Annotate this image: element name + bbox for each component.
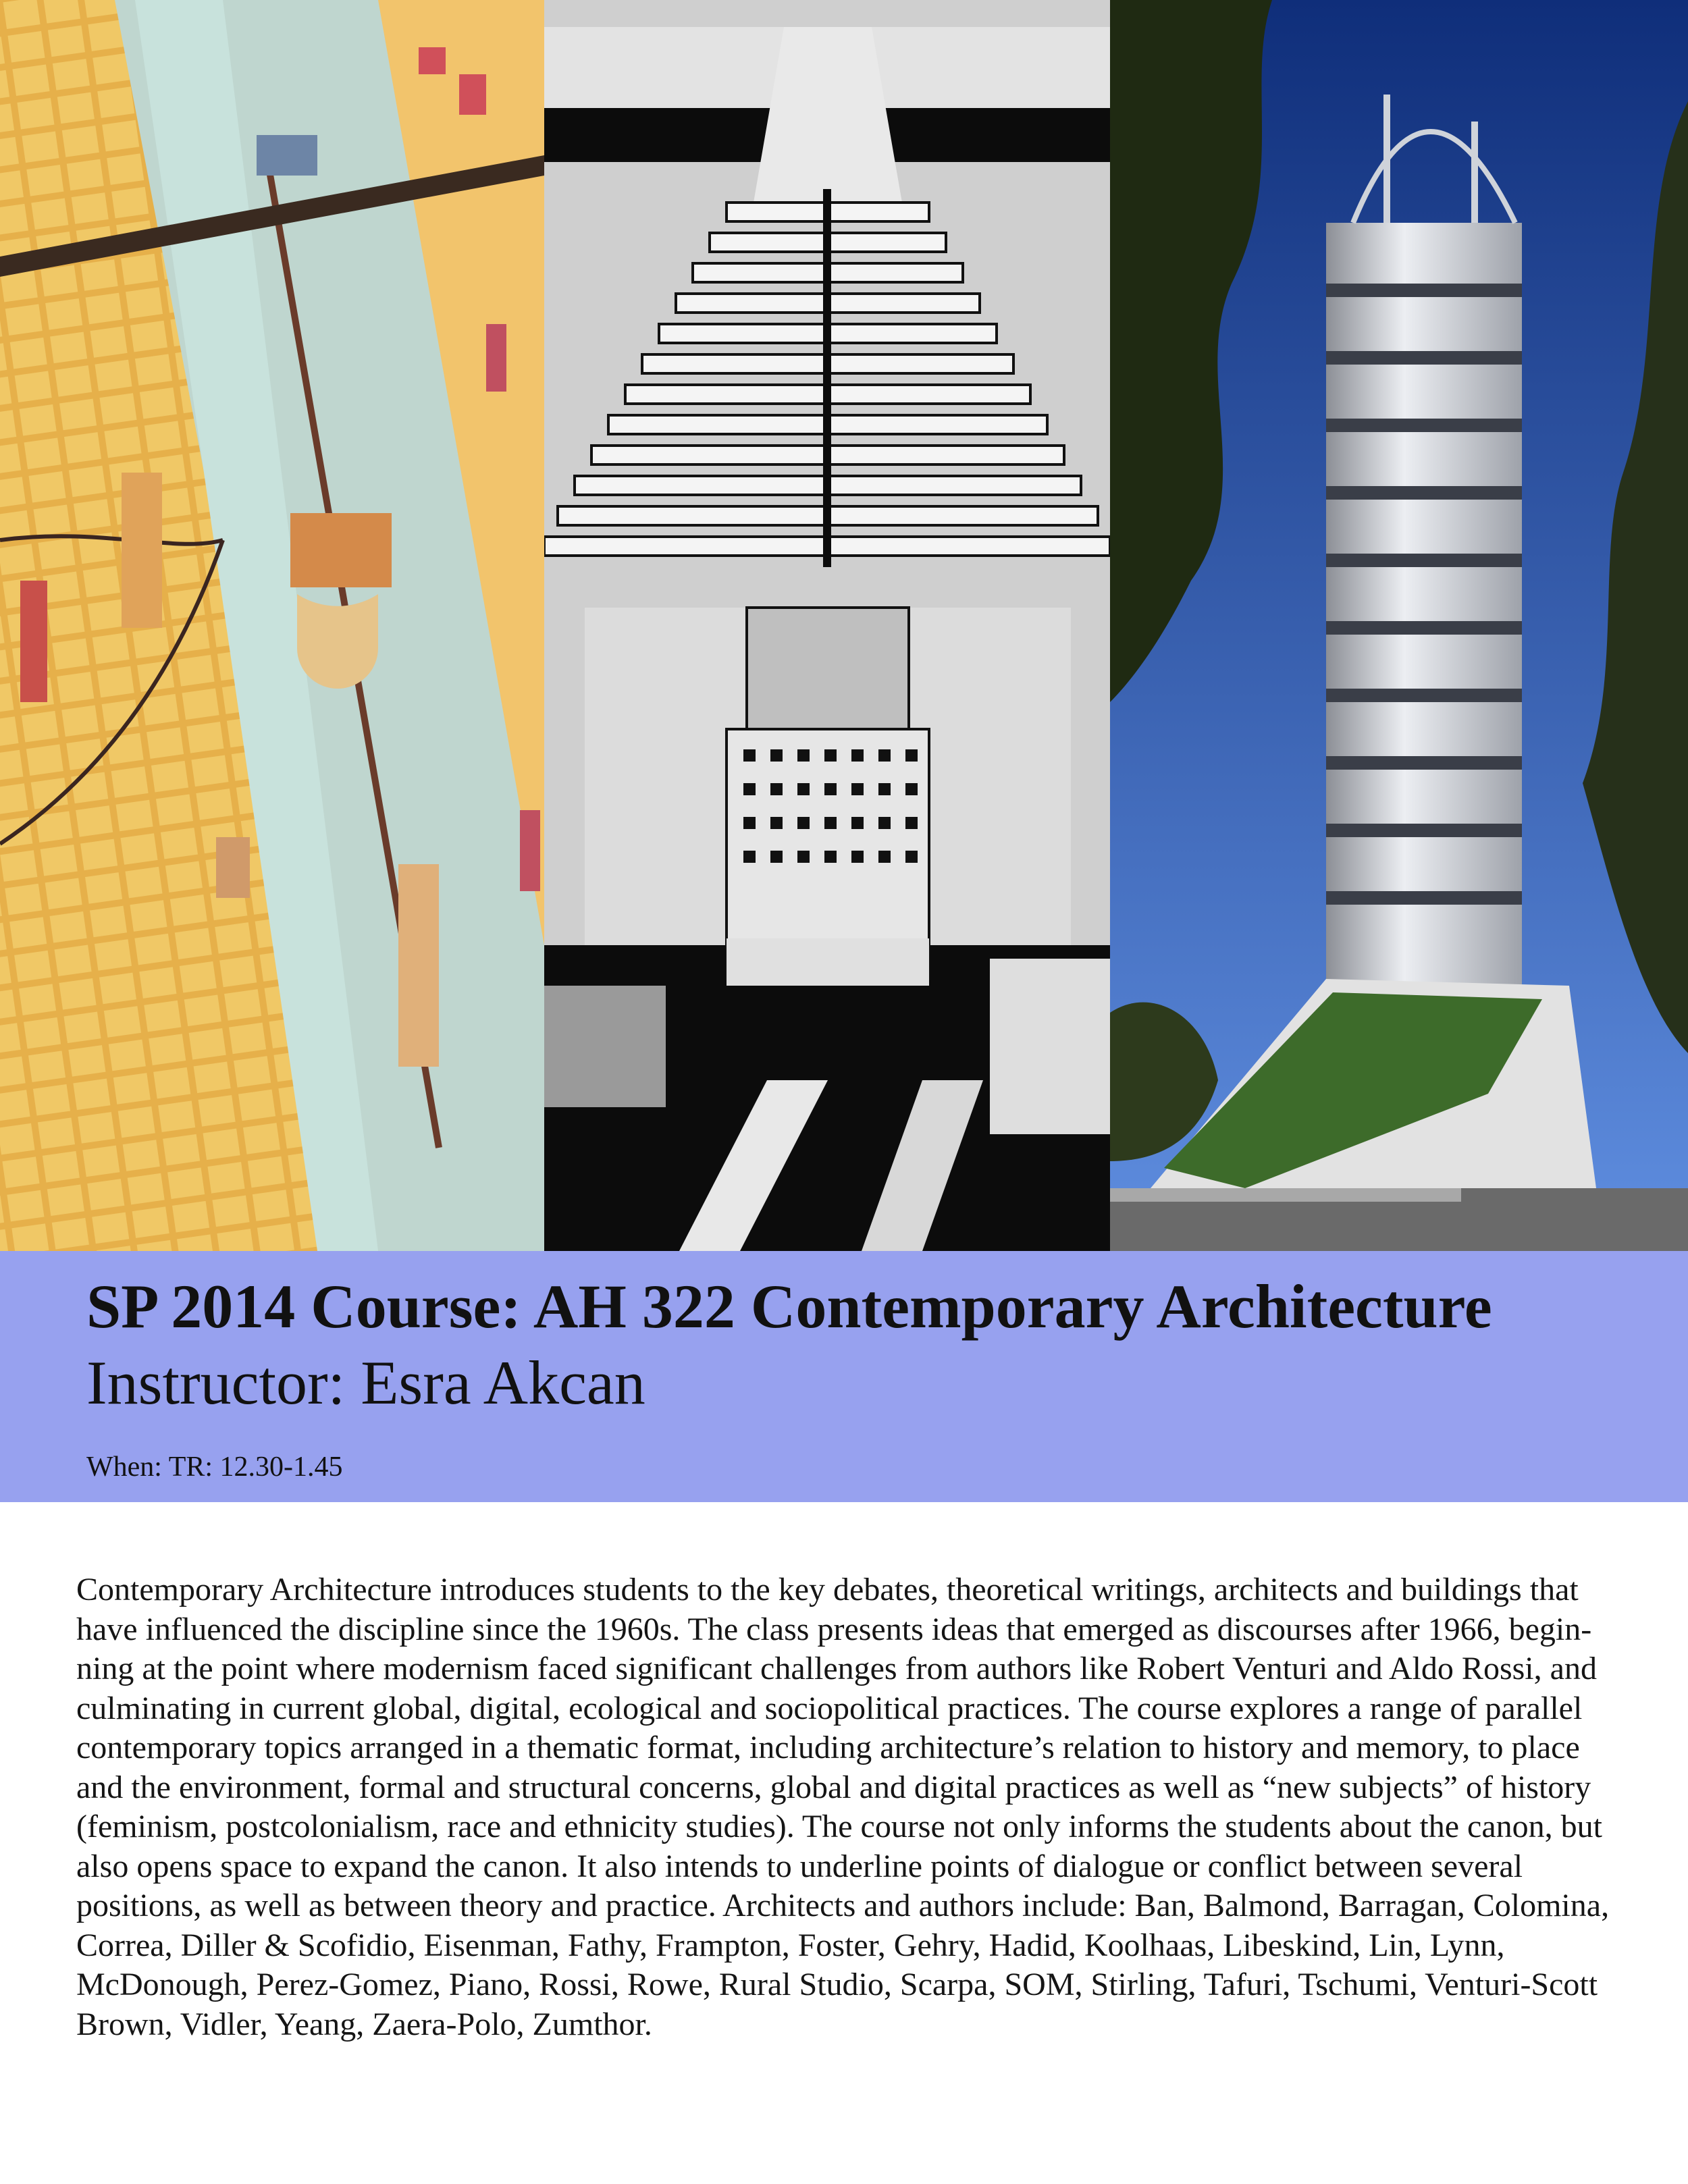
course-schedule: When: TR: 12.30-1.45 xyxy=(86,1451,343,1483)
cylindrical-tower-photo-image xyxy=(1110,0,1688,1251)
colored-site-plan-image xyxy=(0,0,544,1251)
instructor-name: Instructor: Esra Akcan xyxy=(86,1348,645,1417)
course-title: SP 2014 Course: AH 322 Contemporary Architecture xyxy=(86,1272,1492,1341)
course-description: Contemporary Architecture introduces students to the key debates, theoretical writings, architects and buildings that have influenced the discipline since the 1960s. The class presents ideas that emerged as discourses after 1966, begin-ning at the point where modernism faced significant challenges from authors like Robert Venturi and Aldo Rossi, and culminating in current global, digital, ecological and sociopolitical practices. The course explores a range of parallel contemporary topics arranged in a thematic format, including architecture’s relation to history and memory, to place and the environment, formal and structural concerns, global and digital practices as well as “new subjects” of history (feminism, postcolonialism, race and ethnicity studies). The course not only informs the students about the canon, but also opens space to expand the canon. It also intends to underline points of dialogue or conflict between several positions, as well as between theory and practice. Architects and authors include: Ban, Balmond, Barragan, Colomina, Correa, Diller & Scofidio, Eisenman, Fathy, Frampton, Foster, Gehry, Hadid, Koolhaas, Libeskind, Lin, Lynn, McDonough, Perez-Gomez, Piano, Rossi, Rowe, Rural Studio, Scarpa, SOM, Stirling, Tafuri, Tschumi, Venturi-Scott Brown, Vidler, Yeang, Zaera-Polo, Zumthor. xyxy=(76,1572,1610,2042)
black-and-white-stair-drawing-image xyxy=(544,0,1110,1251)
